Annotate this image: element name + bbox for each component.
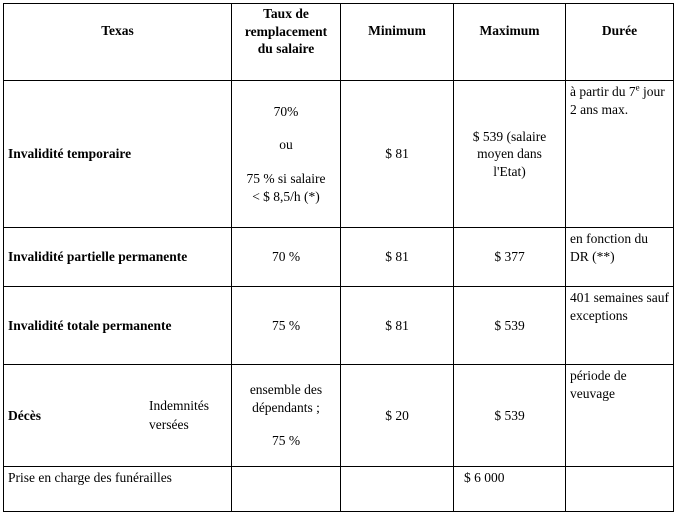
duration-cell: 401 semaines sauf exceptions <box>566 287 674 365</box>
max-line: $ 539 (salaire <box>472 128 547 144</box>
rate-cell <box>232 81 341 228</box>
row-label-cell <box>4 365 232 467</box>
header-state: Texas <box>4 4 232 81</box>
row-label: Invalidité totale permanente <box>4 287 232 365</box>
sublabel-line: Indemnités <box>149 398 209 414</box>
row-label: Décès <box>8 407 41 423</box>
table-row <box>4 287 674 365</box>
max-cell: $ 539 <box>454 287 566 365</box>
table-row <box>4 228 674 287</box>
min-cell <box>341 467 454 512</box>
min-cell: $ 20 <box>341 365 454 467</box>
header-min: Minimum <box>341 4 454 81</box>
duration-text-cont: jour 2 ans max. <box>570 84 665 117</box>
duration-cell: en fonction du DR (**) <box>566 228 674 287</box>
max-cell: $ 6 000 <box>454 467 566 512</box>
rate-line: dépendants ; <box>252 399 320 415</box>
max-line: l'Etat) <box>493 163 526 179</box>
rate-line: 70% <box>273 103 299 119</box>
max-line: moyen dans <box>477 146 542 162</box>
header-row <box>4 4 674 81</box>
header-duration: Durée <box>566 4 674 81</box>
table-row <box>4 365 674 467</box>
duration-cell: période de veuvage <box>566 365 674 467</box>
rate-line: 75 % si salaire <box>246 171 326 186</box>
duration-text: à partir du 7 <box>570 84 636 99</box>
header-rate: Taux de remplacement du salaire <box>232 4 341 81</box>
duration-cell <box>566 467 674 512</box>
duration-cell <box>566 81 674 228</box>
rate-cell <box>232 365 341 467</box>
row-label: Invalidité temporaire <box>4 81 232 228</box>
sublabel-line: versées <box>149 416 189 432</box>
rate-line: ensemble des <box>249 382 323 398</box>
max-cell <box>454 81 566 228</box>
table-row <box>4 467 674 512</box>
min-cell: $ 81 <box>341 81 454 228</box>
rate-line: ou <box>279 137 293 153</box>
rate-cell <box>232 467 341 512</box>
compensation-table <box>3 3 674 512</box>
rate-line: 75 % <box>271 433 301 449</box>
min-cell: $ 81 <box>341 228 454 287</box>
rate-cell: 75 % <box>232 287 341 365</box>
row-sublabel <box>149 397 209 433</box>
duration-superscript: e <box>635 82 640 93</box>
rate-line: < $ 8,5/h (*) <box>252 188 320 204</box>
row-label: Prise en charge des funérailles <box>4 467 232 512</box>
max-cell: $ 377 <box>454 228 566 287</box>
header-max: Maximum <box>454 4 566 81</box>
max-cell: $ 539 <box>454 365 566 467</box>
table-row <box>4 81 674 228</box>
min-cell: $ 81 <box>341 287 454 365</box>
rate-cell: 70 % <box>232 228 341 287</box>
row-label: Invalidité partielle permanente <box>4 228 232 287</box>
